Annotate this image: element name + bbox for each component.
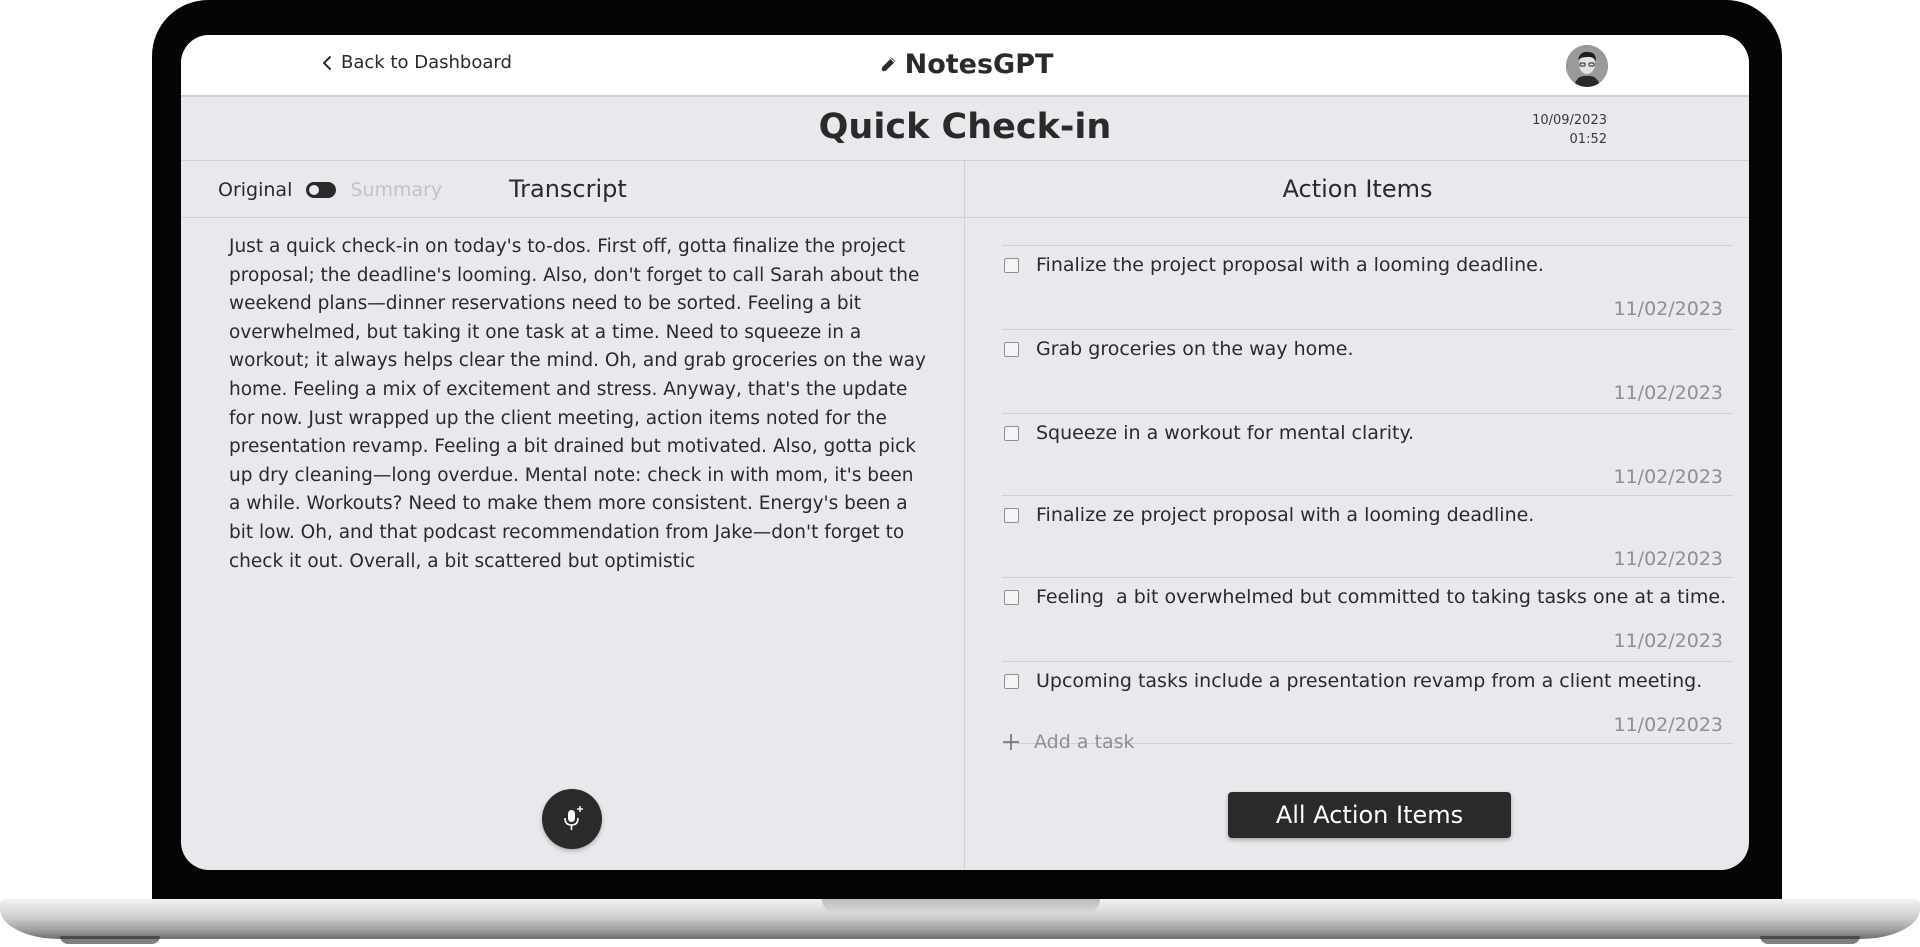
note-datetime [1532,111,1607,149]
transcript-subheader [181,161,964,218]
view-toggle [218,179,442,201]
action-item [1002,246,1733,330]
action-item-text: Finalize the project proposal with a looming deadline. [1036,254,1544,276]
action-item-text: Squeeze in a workout for mental clarity. [1036,422,1415,444]
note-date: 10/09/2023 [1532,113,1607,128]
action-item-checkbox[interactable] [1004,674,1019,689]
action-item [1002,414,1733,496]
user-avatar-icon [1566,45,1608,87]
toggle-summary-label[interactable]: Summary [350,179,443,201]
action-item-text: Finalize ze project proposal with a looming deadline. [1036,504,1535,526]
all-action-items-button[interactable]: All Action Items [1228,792,1511,838]
action-item-checkbox[interactable] [1004,258,1019,273]
pencil-icon [877,54,899,76]
record-button[interactable] [542,789,602,849]
transcript-text: Just a quick check-in on today's to-dos. First off, gotta finalize the project proposal; the deadline's looming. Also, don't forget to call Sarah about the weekend plans—dinner reservations need to be sorted. Feeling a bit overwhelmed, but taking it one task at a time. Need to squeeze in a workout; it always helps clear the mind. Oh, and grab groceries on the way home. Feeling a mix of excitement and stress. Anyway, that's the update for now. Just wrapped up the client meeting, action items noted for the presentation revamp. Feeling a bit drained but motivated. Also, gotta pick up dry cleaning—long overdue. Mental note: check in with mom, it's been a while. Workouts? Need to make them more consistent. Energy's been a bit low. Oh, and that podcast recommendation from Jake—don't forget to check it out. Overall, a bit scattered but optimistic [229,236,926,572]
top-header [181,35,1749,97]
back-label: Back to Dashboard [341,52,512,73]
action-item-date: 11/02/2023 [1613,466,1723,488]
action-item [1002,496,1733,578]
action-item-checkbox[interactable] [1004,342,1019,357]
microphone-plus-icon [557,804,587,834]
app-name: NotesGPT [904,49,1054,80]
toggle-original-label[interactable]: Original [218,179,293,201]
action-item-date: 11/02/2023 [1613,548,1723,570]
action-item-text: Grab groceries on the way home. [1036,338,1354,360]
action-item-date: 11/02/2023 [1613,382,1723,404]
action-item-date: 11/02/2023 [1613,630,1723,652]
user-avatar[interactable] [1566,45,1608,87]
action-item-date: 11/02/2023 [1613,298,1723,320]
action-item-checkbox[interactable] [1004,508,1019,523]
action-items-list [1002,245,1733,744]
action-items-heading: Action Items [1282,175,1433,203]
action-item-checkbox[interactable] [1004,590,1019,605]
action-item-date: 11/02/2023 [1613,714,1723,736]
transcript-heading: Transcript [509,175,627,203]
action-item [1002,578,1733,662]
action-item-text: Feeling a bit overwhelmed but committed to taking tasks one at a time. [1036,586,1727,608]
note-time: 01:52 [1569,132,1607,147]
note-title-bar [181,97,1749,161]
action-item [1002,330,1733,414]
original-summary-toggle[interactable] [306,182,336,198]
add-task-label: Add a task [1034,731,1135,753]
action-item-checkbox[interactable] [1004,426,1019,441]
plus-icon [1002,733,1020,751]
app-logo [181,49,1749,80]
app-screen [181,35,1749,870]
laptop-foot [60,936,160,944]
add-task-button[interactable] [1002,731,1135,753]
action-items-panel [966,161,1749,870]
laptop-foot [1760,936,1860,944]
action-item-text: Upcoming tasks include a presentation revamp from a client meeting. [1036,670,1703,692]
laptop-notch [822,899,1100,913]
page-title: Quick Check-in [818,107,1112,147]
action-items-subheader [966,161,1749,218]
transcript-panel [181,161,965,870]
